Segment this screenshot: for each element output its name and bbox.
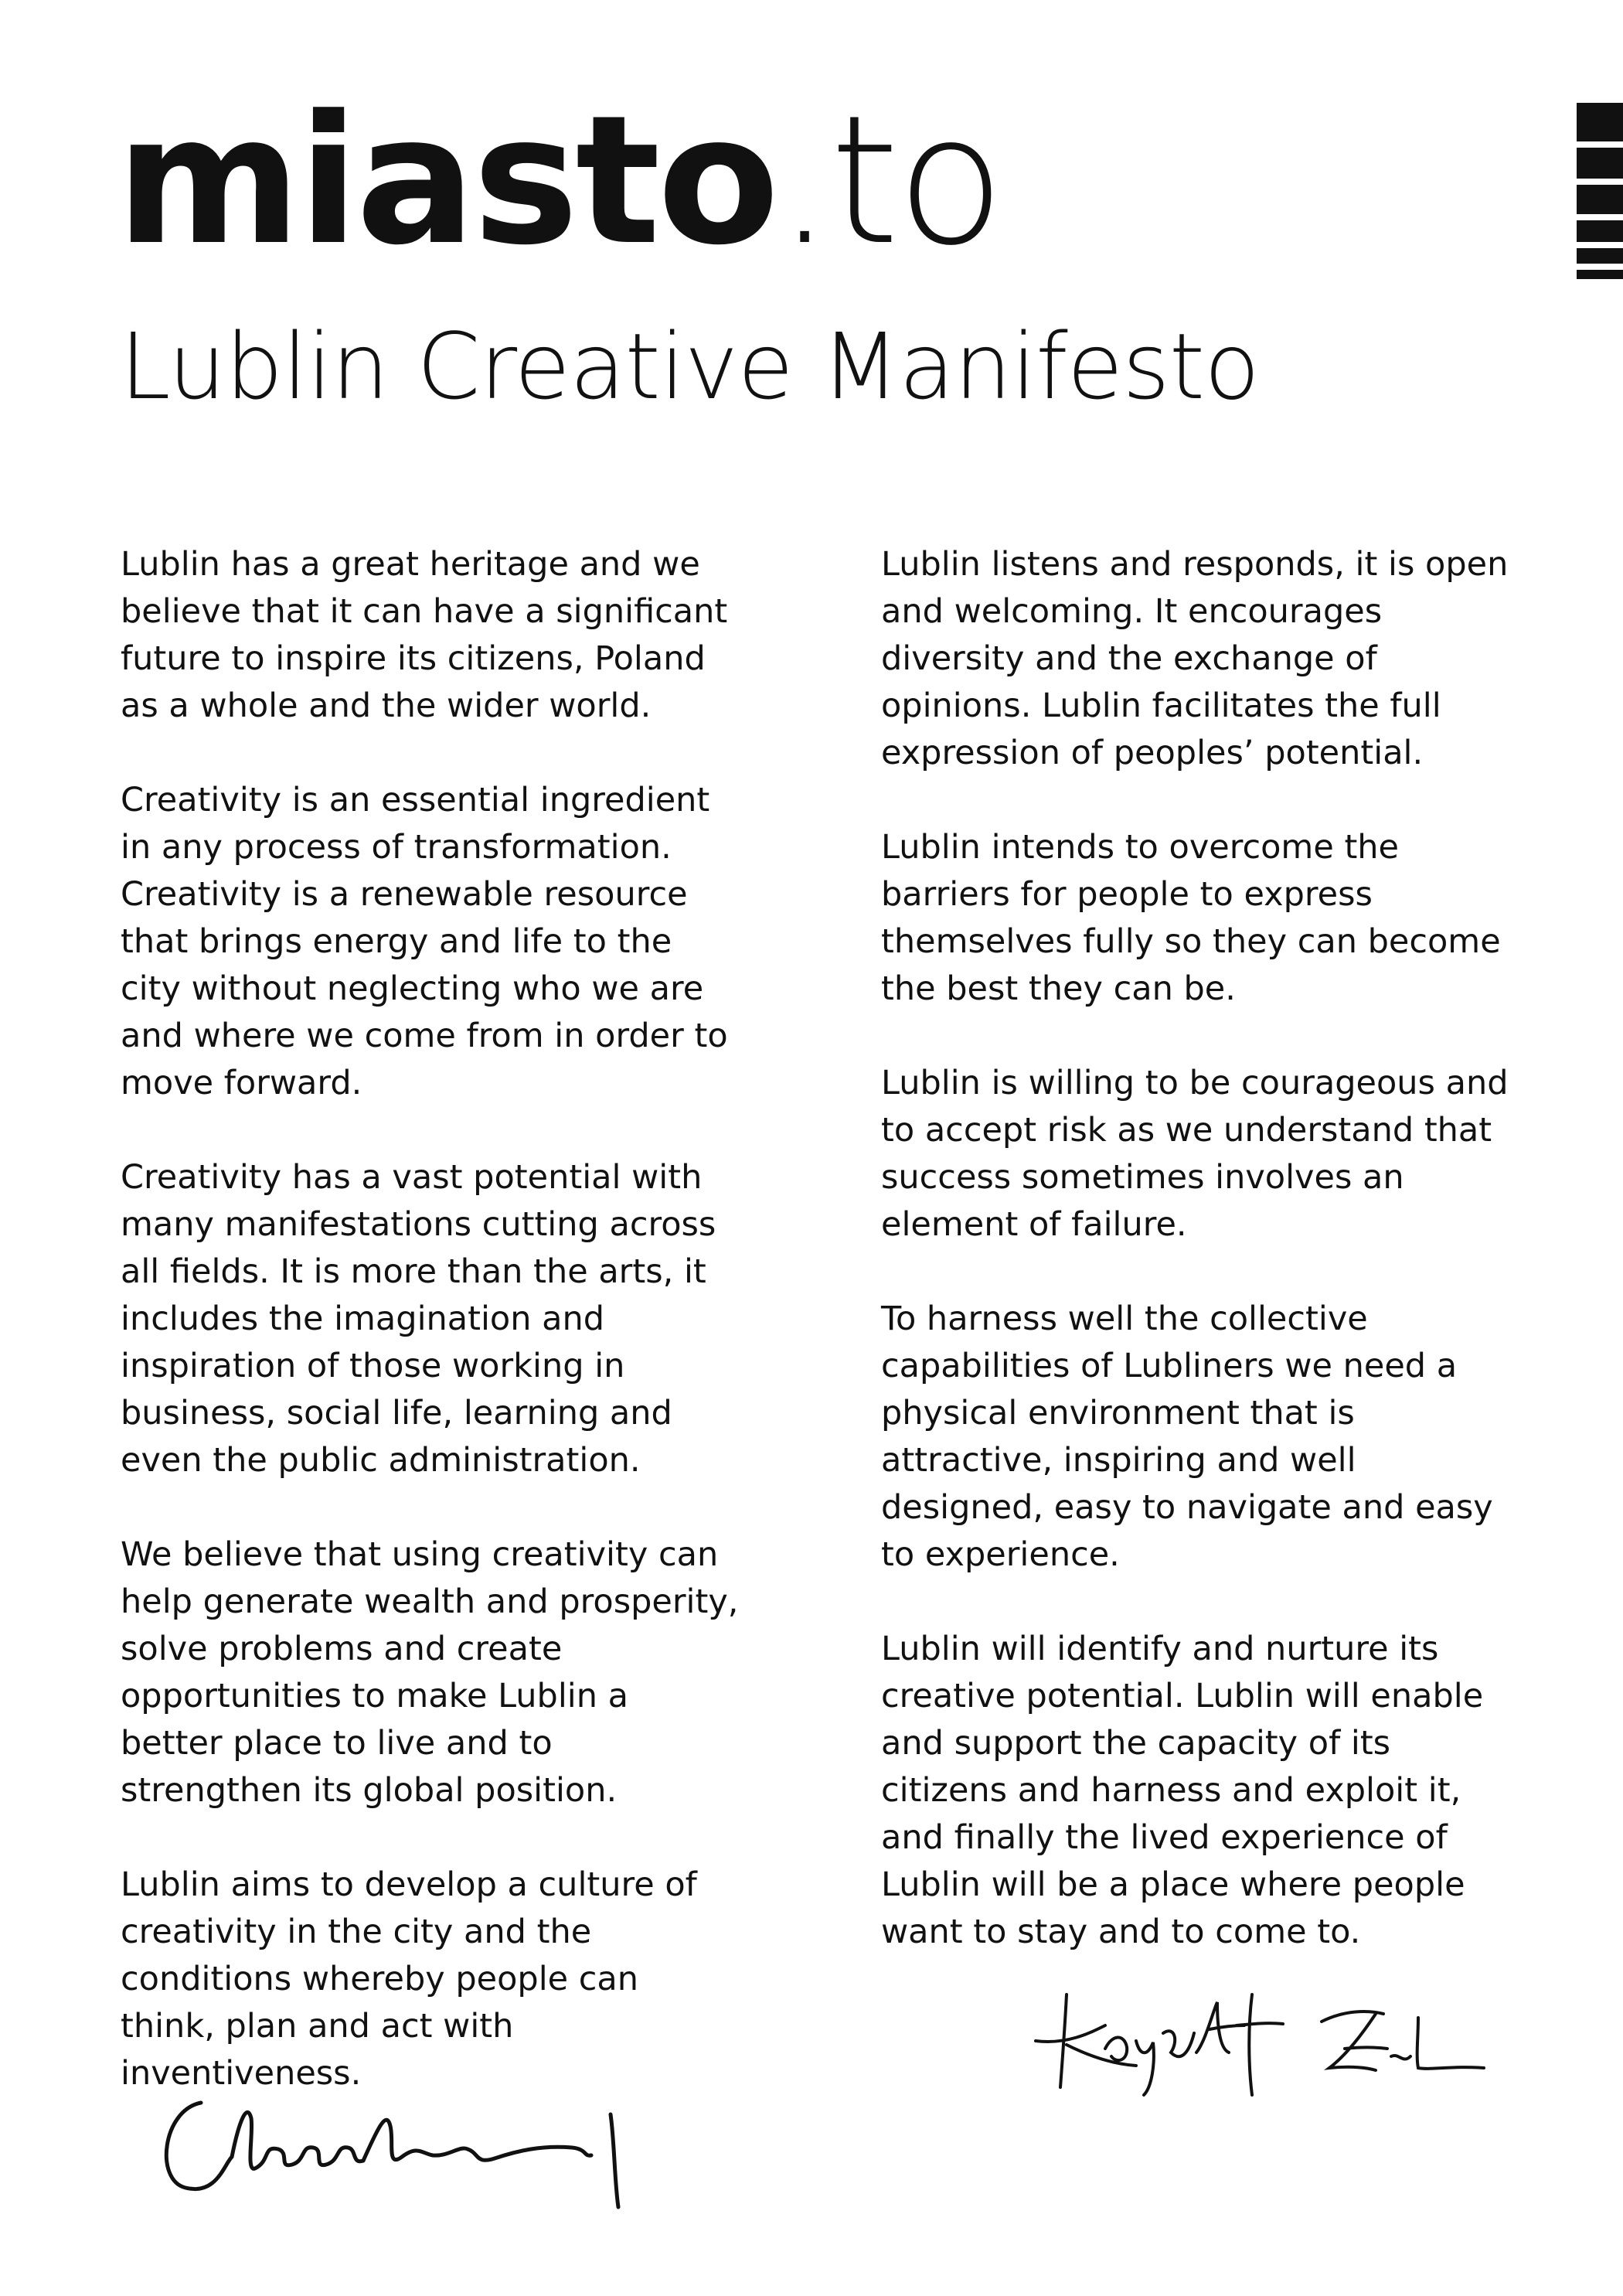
paragraph: Lublin listens and responds, it is open and welcoming. It encourages diversity and the exchange of opinions. Lublin facilitates the full expression of peoples’ potential. bbox=[881, 545, 1509, 772]
right-column bbox=[881, 541, 1523, 1956]
paragraph: Creativity is an essential ingredient in any process of transformation. Creativity is a renewable resource that brings energy and life to the city without neglecting who we are and where we come from in order to move forward. bbox=[121, 781, 728, 1102]
logo-bold: miasto bbox=[116, 78, 777, 284]
paragraph: Lublin is willing to be courageous and to accept risk as we understand that success sometimes involves an element of failure. bbox=[881, 1064, 1509, 1244]
logo bbox=[116, 78, 1002, 284]
signature-left bbox=[155, 2072, 696, 2211]
paragraph: We believe that using creativity can help generate wealth and prosperity, solve problems and create opportunities to make Lublin a better place to live and to strengthen its global position. bbox=[121, 1535, 739, 1810]
paragraph: Lublin aims to develop a culture of creativity in the city and the conditions whereby people can think, plan and act with inventiveness. bbox=[121, 1865, 697, 2093]
left-column bbox=[121, 541, 739, 2097]
signature-right bbox=[1020, 1979, 1499, 2110]
logo-light: .to bbox=[776, 78, 1002, 284]
paragraph: Lublin will identify and nurture its creative potential. Lublin will enable and support the capacity of its citizens and harness and exploit it, and finally the lived experience of Lublin will be a place where people want to stay and to come to. bbox=[881, 1630, 1484, 1951]
paragraph: Lublin intends to overcome the barriers for people to express themselves fully so they can become the best they can be. bbox=[881, 828, 1501, 1008]
paragraph: To harness well the collective capabilities of Lubliners we need a physical environment that is attractive, inspiring and well designed, easy to navigate and easy to experience. bbox=[881, 1300, 1493, 1574]
paragraph: Lublin has a great heritage and we believe that it can have a significant future to inspire its citizens, Poland as a whole and the wider world. bbox=[121, 545, 728, 725]
paragraph: Creativity has a vast potential with many manifestations cutting across all fields. It is more than the arts, it includes the imagination and inspiration of those working in business, social life, learning and even the public administration. bbox=[121, 1158, 716, 1480]
document-title: Lublin Creative Manifesto bbox=[120, 313, 1260, 420]
